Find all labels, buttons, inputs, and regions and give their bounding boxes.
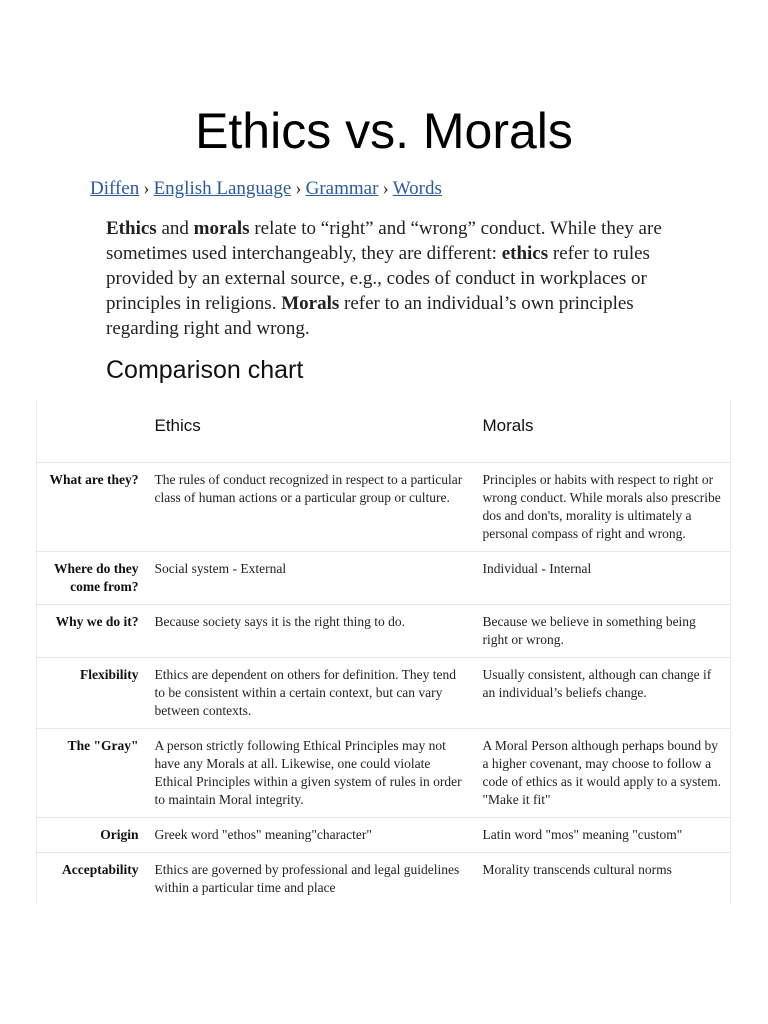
morals-cell: Latin word "mos" meaning "custom" (475, 818, 731, 853)
table-row (37, 463, 731, 552)
row-label: Origin (37, 818, 147, 853)
breadcrumb-separator: › (295, 178, 302, 199)
row-label: What are they? (37, 463, 147, 552)
row-label: Where do they come from? (37, 552, 147, 605)
morals-cell: Morality transcends cultural norms (475, 853, 731, 906)
ethics-cell: Ethics are governed by professional and legal guidelines within a particular time and place (154, 862, 460, 895)
table-row (37, 552, 731, 605)
table-row (37, 818, 731, 853)
table-header-row (37, 400, 731, 463)
intro-term-ethics: ethics (501, 243, 549, 264)
ethics-cell: Ethics are dependent on others for definition. They tend to be consistent within a certain context, but can vary between contexts. (147, 658, 475, 729)
intro-paragraph (106, 216, 666, 341)
morals-cell: Usually consistent, although can change if an individual’s beliefs change. (475, 658, 731, 729)
intro-text: relate to “right” and “wrong” conduct. While they are sometimes used interchangeably, they are different: (106, 218, 662, 264)
column-header-morals: Morals (475, 400, 731, 463)
ethics-cell: Greek word "ethos" meaning"character" (147, 818, 475, 853)
ethics-cell: Social system - External (147, 552, 475, 605)
morals-cell: Individual - Internal (475, 552, 731, 605)
intro-term-morals: Morals (281, 293, 340, 314)
ethics-cell: The rules of conduct recognized in respect to a particular class of human actions or a particular group or culture. (147, 463, 475, 552)
column-header-ethics: Ethics (147, 400, 475, 463)
ethics-cell: Because society says it is the right thing to do. (147, 605, 475, 658)
breadcrumb (90, 178, 442, 200)
row-label: Acceptability (37, 853, 147, 906)
breadcrumb-link-english-language[interactable]: English Language (153, 178, 292, 199)
breadcrumb-separator: › (143, 178, 150, 199)
row-label: Flexibility (37, 658, 147, 729)
breadcrumb-link-grammar[interactable]: Grammar (305, 178, 379, 199)
morals-cell: Because we believe in something being right or wrong. (475, 605, 731, 658)
comparison-chart-heading: Comparison chart (106, 356, 304, 384)
breadcrumb-link-words[interactable]: Words (392, 178, 442, 199)
table-row (37, 853, 731, 906)
row-label: Why we do it? (37, 605, 147, 658)
morals-cell: Principles or habits with respect to right or wrong conduct. While morals also prescribe dos and don'ts, morality is ultimately a personal compass of right and wrong. (475, 463, 731, 552)
intro-text: refer to an individual’s own principles regarding right and wrong. (106, 293, 634, 339)
intro-text: refer to rules provided by an external source, e.g., codes of conduct in workplaces or principles in religions. (106, 243, 650, 314)
row-label: The "Gray" (37, 729, 147, 818)
table-row (37, 658, 731, 729)
column-header-empty (37, 400, 147, 463)
breadcrumb-separator: › (382, 178, 389, 199)
table-row (37, 605, 731, 658)
intro-term-morals: morals (193, 218, 250, 239)
morals-cell: A Moral Person although perhaps bound by a higher covenant, may choose to follow a code of ethics as it would apply to a system. "Make it fit" (475, 729, 731, 818)
intro-term-ethics: Ethics (106, 218, 157, 239)
page-title: Ethics vs. Morals (195, 103, 573, 159)
table-row (37, 729, 731, 818)
breadcrumb-link-diffen[interactable]: Diffen (90, 178, 140, 199)
intro-text: and (156, 218, 194, 239)
ethics-cell: A person strictly following Ethical Principles may not have any Morals at all. Likewise, one could violate Ethical Principles within a given system of rules in order to maintain Moral integrity. (147, 729, 475, 818)
comparison-table (36, 400, 731, 905)
